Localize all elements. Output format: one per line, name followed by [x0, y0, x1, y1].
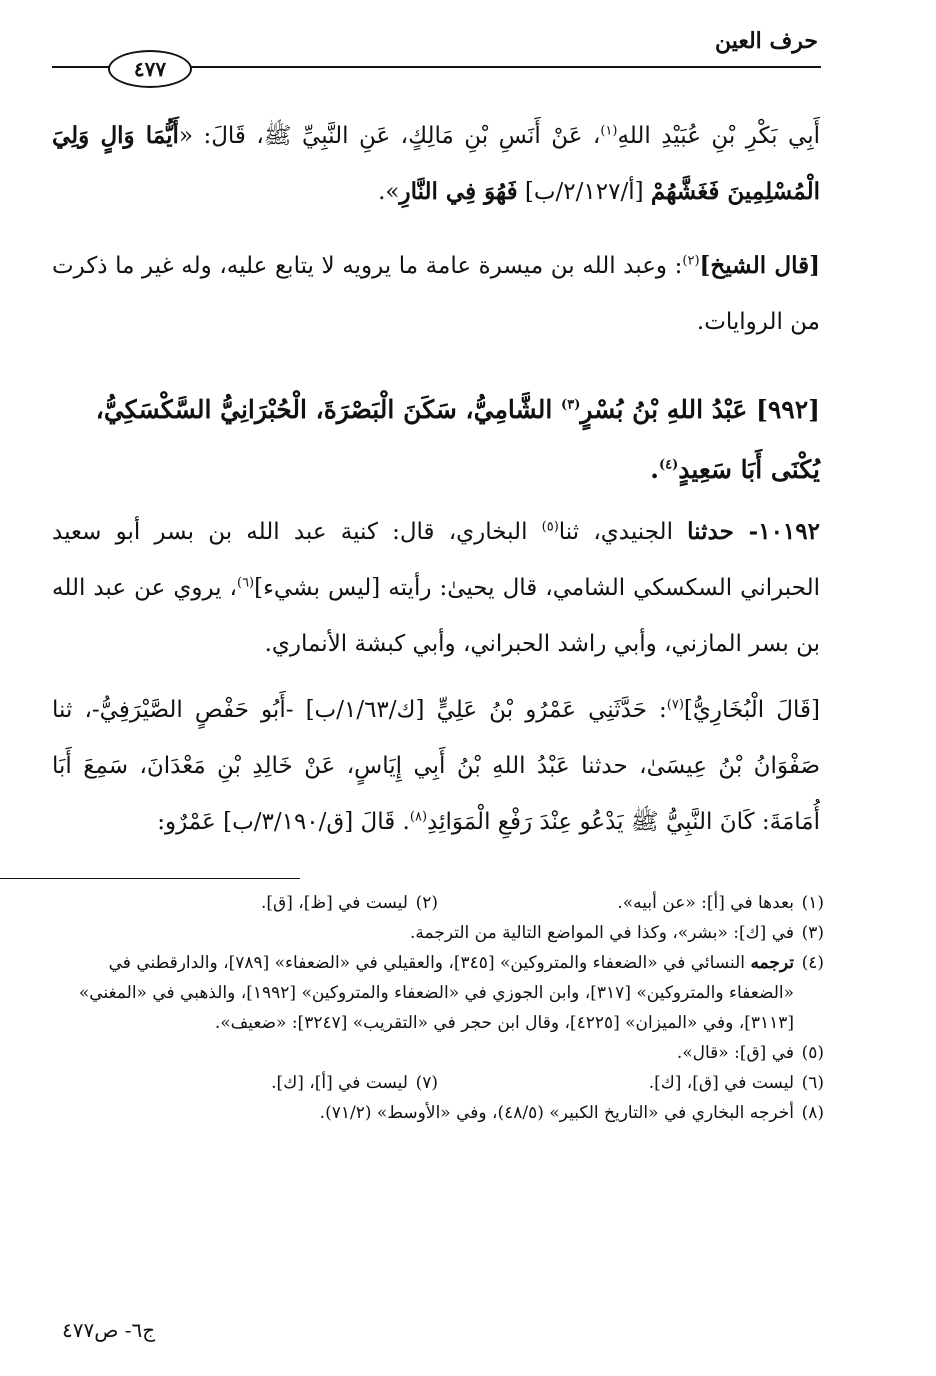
footnote-ref-8: (٨) [409, 809, 428, 825]
footnote-ref-1: (١) [600, 123, 618, 139]
hadith-text-end: فَهُوَ فِي النَّارِ [399, 178, 518, 205]
footnote-rule [0, 878, 300, 879]
p1-text-b: ، عَنْ أَنَسِ بْنِ مَالِكٍ، عَنِ النَّبِيِّ ﷺ، قَالَ: « [178, 123, 601, 149]
footnote-number: (٥) [801, 1043, 824, 1063]
footnote-text: النسائي في «الضعفاء والمتروكين» [٣٤٥]، والعقيلي في «الضعفاء» [٧٨٩]، والدارقطني في «الضعفاء والمتروكين» [٣١٧]، وابن الجوزي في «الضعفاء والمتروكين» [١٩٩٢]، والذهبي في «المغني» [٣١١٣]، وفي «الميزان» [٤٢٢٥]، وقال ابن حجر في «التقريب» [٣٢٤٧]: «ضعيف». [78, 953, 794, 1033]
bukhari-label: [قَالَ الْبُخَارِيُّ] [683, 697, 820, 723]
entry-end: . [650, 455, 659, 484]
p1-close: ». [378, 179, 400, 205]
footnote-row-6-7 [52, 1068, 824, 1098]
paragraph-2 [52, 238, 820, 350]
entry-heading [52, 380, 820, 500]
footnote-text: في [ق]: «قال». [676, 1043, 794, 1063]
footnote-4 [52, 948, 824, 1038]
p3-text-a: الجنيدي، ثنا [558, 519, 688, 545]
p2-text: : وعبد الله بن ميسرة عامة ما يرويه لا يتابع عليه، وله غير ما ذكرت من الروايات. [52, 253, 820, 335]
footnote-label: ترجمه [750, 953, 794, 973]
footnote-ref-7: (٧) [666, 697, 684, 713]
p4-text-c: . قَالَ [ق/٣/١٩٠/ب] عَمْرٌو: [157, 809, 410, 835]
footnote-number: (٤) [801, 953, 824, 973]
running-title: حرف العين [714, 28, 818, 54]
sheikh-label: [قال الشيخ] [699, 252, 820, 279]
footnote-ref-2: (٢) [682, 253, 700, 269]
footnote-ref-4: (٤) [658, 457, 679, 473]
page-number-oval: ٤٧٧ [108, 50, 192, 88]
footnote-text: ليست في [ظ]، [ق]. [260, 893, 408, 913]
footnote-number: (١) [801, 893, 824, 913]
footnote-text: بعدها في [أ]: «عن أبيه». [617, 893, 794, 913]
footnote-text: أخرجه البخاري في «التاريخ الكبير» (٤٨/٥)، وفي «الأوسط» (٧١/٢). [319, 1103, 794, 1123]
footnote-ref-6: (٦) [236, 575, 255, 591]
paragraph-4 [52, 682, 820, 850]
footnote-text: ليست في [أ]، [ك]. [271, 1073, 408, 1093]
p3-text-c: ، يروي عن عبد الله بن بسر المازني، وأبي راشد الحبراني، وأبي كبشة الأنماري. [52, 575, 820, 657]
footnote-1 [438, 888, 824, 918]
hadith-text: أَيُّمَا وَالٍ وَلِيَ الْمُسْلِمِينَ فَغَشَّهُمْ [52, 122, 820, 205]
footnote-ref-5: (٥) [541, 519, 559, 535]
footnote-5 [52, 1038, 824, 1068]
footnote-ref-3: (٣) [561, 397, 581, 413]
footnote-2 [52, 888, 438, 918]
manuscript-ref: [أ/٢/١٢٧/ب] [517, 179, 651, 205]
footnote-text: ليست في [ق]، [ك]. [648, 1073, 794, 1093]
footnote-number: (٧) [415, 1073, 438, 1093]
footnote-number: (٨) [801, 1103, 824, 1123]
footnote-3 [52, 918, 824, 948]
footnote-6 [438, 1068, 824, 1098]
entry-title-b: الشَّامِيُّ، سَكَنَ الْبَصْرَةَ، الْحُبْرَانِيُّ السَّكْسَكِيُّ، يُكْنَى أَبَا سَعِيدٍ [95, 395, 820, 484]
entry-title: [٩٩٢] عَبْدُ اللهِ بْنُ بُسْرٍ [580, 395, 820, 424]
paragraph-3 [52, 504, 820, 672]
p1-text: أَبِي بَكْرِ بْنِ عُبَيْدِ اللهِ [617, 123, 820, 149]
footnote-text: في [ك]: «بشر»، وكذا في المواضع التالية من الترجمة. [409, 923, 794, 943]
p4-text-b: : حَدَّثَنِي عَمْرُو بْنُ عَلِيٍّ [ك/١/٦٣/ب] -أَبُو حَفْصٍ الصَّيْرَفِيُّ-، ثنا صَفْوَانُ بْنُ عِيسَىٰ، حدثنا عَبْدُ اللهِ بْنُ أَبِي إِيَاسٍ، عَنْ خَالِدِ بْنِ مَعْدَانَ، سَمِعَ أَبَا أُمَامَةَ: كَانَ النَّبِيُّ ﷺ يَدْعُو عِنْدَ رَفْعِ الْمَوَائِدِ [52, 697, 820, 835]
footnote-row-1-2 [52, 888, 824, 918]
footnotes [52, 888, 824, 1128]
footnote-8 [52, 1098, 824, 1128]
paragraph-1 [52, 108, 820, 220]
footnote-number: (٣) [801, 923, 824, 943]
p3-text-b: البخاري، قال: كنية عبد الله بن بسر أبو سعيد الحبراني السكسكي الشامي، قال يحيىٰ: رأيته [ليس بشيء] [52, 519, 820, 601]
footnote-number: (٦) [801, 1073, 824, 1093]
footnote-7 [52, 1068, 438, 1098]
footnote-number: (٢) [415, 893, 438, 913]
folio: ج٦- ص٤٧٧ [62, 1318, 156, 1342]
hadith-number: ١٠١٩٢- حدثنا [687, 518, 820, 545]
